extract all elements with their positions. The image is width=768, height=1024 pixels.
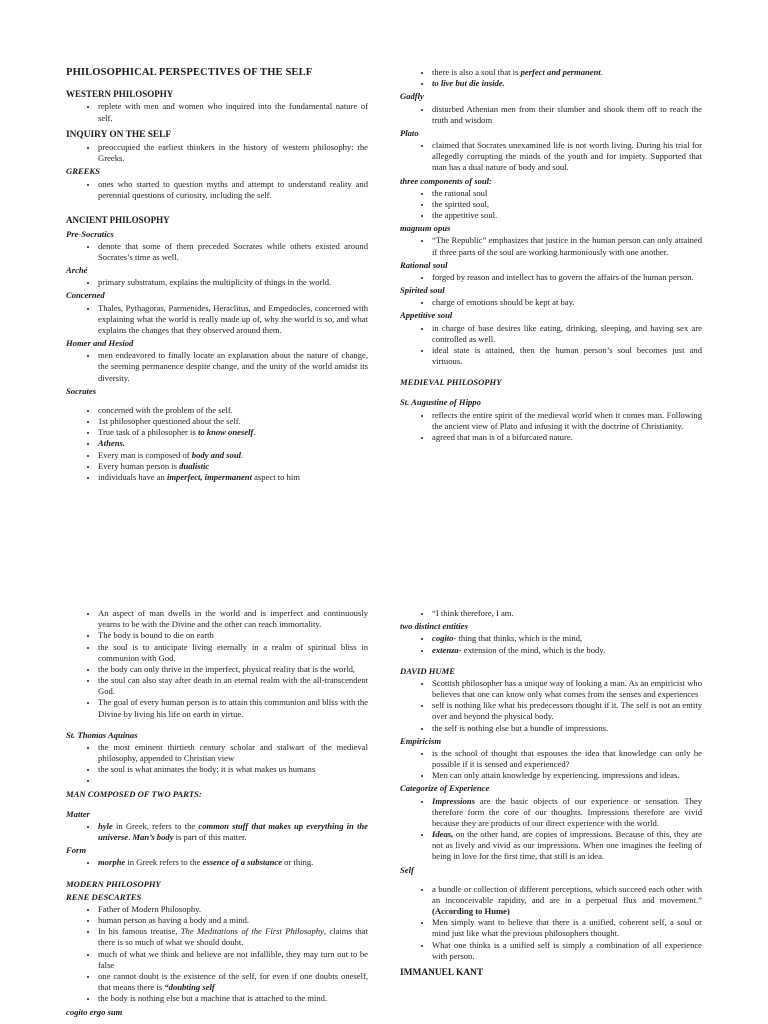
list-text: dualistic (179, 460, 210, 471)
list-text: ones who started to question myths and attempt to understand reality and perennial questions of curiosity, including the self. (98, 178, 368, 200)
list-item (432, 748, 702, 770)
section-heading-spirited-soul: Spirited soul (400, 285, 445, 296)
list-item (98, 821, 368, 843)
list-text: is the school of thought that espouses the idea that knowledge can only be possible if it is sensed and experienced? (432, 747, 702, 770)
list-text: 1st philosopher questioned about the self. (98, 416, 241, 427)
bullet-list (66, 101, 368, 123)
list-item (432, 345, 702, 367)
bullet-list (400, 608, 702, 619)
bullet-list (66, 857, 368, 868)
list-text: the spirited soul, (432, 198, 490, 209)
page1-left-column (66, 66, 368, 485)
list-item (432, 700, 702, 722)
list-text: What one thinks is a unified self is simply a combination of all experience with person. (432, 939, 702, 961)
section-heading-socrates: Socrates (66, 385, 97, 396)
list-item (98, 926, 368, 948)
bullet-list (400, 633, 702, 655)
bullet-list (400, 678, 702, 734)
list-text: the rational soul (432, 187, 488, 198)
bullet-list (66, 241, 368, 263)
section-heading-greeks: GREEKS (66, 166, 100, 177)
list-text: (According to Hume) (432, 906, 510, 917)
section-heading-empiricism: Empiricism (400, 735, 442, 746)
section-heading-self: Self (400, 864, 414, 875)
list-item (98, 472, 368, 483)
spacer (66, 871, 368, 877)
list-text: to live but die inside. (432, 78, 505, 89)
list-item (432, 67, 702, 78)
list-text: in Greek refers to the (125, 857, 203, 868)
bullet-list (66, 405, 368, 483)
list-text: . (128, 832, 133, 843)
section-heading-magnum-opus: magnum opus (400, 223, 451, 234)
list-text: individuals have an (98, 472, 167, 482)
list-text: Father of Modern Philosophy. (98, 903, 202, 914)
list-item (432, 645, 702, 656)
list-item (98, 608, 368, 630)
spacer (400, 658, 702, 664)
section-heading-plato: Plato (400, 127, 419, 138)
bullet-list (400, 748, 702, 782)
section-heading-inquiry-on-the-self: INQUIRY ON THE SELF (66, 129, 172, 140)
bullet-list (400, 104, 702, 126)
list-text: there is also a soul that is (432, 67, 521, 77)
spacer (400, 369, 702, 375)
list-text: Men simply want to believe that there is a unified, coherent self, a soul or mind just like what the previous philosophers thought. (432, 917, 702, 939)
list-item (98, 697, 368, 719)
list-text: The Meditations of the First Philosophy (180, 926, 324, 937)
list-item (432, 723, 702, 734)
list-item (98, 416, 368, 427)
bullet-list (66, 303, 368, 337)
bullet-list (400, 410, 702, 444)
spacer (400, 389, 702, 395)
section-heading-st-thomas-aquinas: St. Thomas Aquinas (66, 729, 138, 740)
list-item (98, 277, 368, 288)
list-text: in charge of base desires like eating, drinking, sleeping, and having sex are controlled as well. (432, 322, 702, 344)
page2-right-column (400, 607, 702, 979)
list-text: Man’s body (132, 832, 174, 843)
list-item (98, 142, 368, 164)
section-heading-medieval-philosophy: MEDIEVAL PHILOSOPHY (400, 377, 502, 388)
list-item (98, 350, 368, 384)
list-text: “doubting self (164, 982, 215, 993)
spacer (400, 877, 702, 883)
list-text: body and soul (191, 449, 241, 460)
list-item (98, 764, 368, 775)
section-heading-david-hume: DAVID HUME (400, 665, 455, 676)
section-heading-matter: Matter (66, 808, 90, 819)
list-text: human person as having a body and a mind. (98, 915, 250, 926)
bullet-list (400, 297, 702, 308)
bullet-list (400, 140, 702, 174)
list-text: concerned with the problem of the self. (98, 404, 233, 415)
list-item (98, 461, 368, 472)
list-item (432, 608, 702, 619)
spacer (66, 203, 368, 209)
list-item (432, 104, 702, 126)
list-text: . (253, 427, 256, 438)
list-text: Men can only attain knowledge by experiencing. impressions and ideas. (432, 770, 680, 781)
list-text: . (240, 449, 244, 460)
list-text: men endeavored to finally locate an explanation about the nature of change, the seeming permanence despite change, and the unity of the world amidst its diversity. (98, 350, 368, 383)
list-text: much of what we think and believe are not infallible, they may turn out to be false (98, 948, 368, 970)
bullet-list (400, 323, 702, 368)
list-item (98, 857, 368, 868)
list-item (98, 949, 368, 971)
list-item (432, 140, 702, 174)
bullet-list (66, 821, 368, 843)
list-item (98, 642, 368, 664)
list-item (98, 241, 368, 263)
bullet-list (400, 235, 702, 257)
list-text: the most eminent thirtieth century scholar and stalwart of the medieval philosophy, appended to Christian view (98, 741, 368, 764)
list-item (432, 199, 702, 210)
section-heading-three-components-of-soul: three components of soul: (400, 175, 492, 186)
list-item (98, 675, 368, 697)
list-item (98, 179, 368, 201)
list-text: extenza- (432, 644, 462, 655)
list-text: , claims that there is so much of what we should doubt. (98, 926, 369, 948)
list-text: claimed that Socrates unexamined life is not worth living. During his trial for allegedly corrupting the minds of the youth and for impiety. Supported that man has a dual nature of body and soul. (432, 140, 702, 173)
list-text: disturbed Athenian men from their slumber and shook them off to reach the truth and wisdom (432, 103, 702, 125)
spacer (66, 398, 368, 404)
list-item (98, 630, 368, 641)
list-text: Every man is composed of (98, 449, 192, 460)
list-item (98, 303, 368, 337)
list-item (98, 405, 368, 416)
list-text: agreed that man is of a bifurcated nature. (432, 431, 573, 442)
bullet-list (66, 904, 368, 1005)
list-text: reflects the entire spirit of the medieval world when it comes man. Following the ancient view of Plato and infusing it with the doctrine of Christianity. (432, 409, 702, 431)
section-heading-western-philosophy: WESTERN PHILOSOPHY (66, 88, 174, 99)
list-text: the appetitive soul. (432, 210, 498, 221)
list-text: thing that thinks, which is the mind, (456, 633, 583, 644)
section-heading-categorize-of-experience: Categorize of Experience (400, 783, 490, 794)
bullet-list (400, 272, 702, 283)
list-text: common stuff that makes up everything in the universe (98, 820, 368, 843)
bullet-list (66, 742, 368, 787)
list-item (432, 323, 702, 345)
bullet-list (400, 188, 702, 222)
list-text: Scottish philosopher has a unique way of looking a man. As an empiricist who believes that one can know only what comes from the senses and experiences (432, 677, 702, 700)
list-item (98, 450, 368, 461)
list-text: perfect and permanent (520, 67, 601, 77)
list-text: primary substratum, explains the multiplicity of things in the world. (98, 277, 332, 288)
list-text: cogito- (432, 633, 457, 644)
page-title: PHILOSOPHICAL PERSPECTIVES OF THE SELF (66, 67, 313, 78)
list-text: . (600, 67, 603, 77)
list-item (98, 742, 368, 764)
section-heading-st-augustine-of-hippo: St. Augustine of Hippo (400, 397, 481, 408)
section-heading-immanuel-kant: IMMANUEL KANT (400, 967, 484, 978)
section-heading-appetitive-soul: Appetitive soul (400, 310, 453, 321)
section-heading-man-composed-of-two-parts: MAN COMPOSED OF TWO PARTS: (66, 788, 202, 799)
list-text: “I think therefore, I am. (432, 608, 514, 618)
list-item (432, 210, 702, 221)
bullet-list (400, 67, 702, 89)
list-text: in Greek, refers to the (112, 820, 199, 831)
list-item (432, 884, 702, 918)
list-item (98, 993, 368, 1004)
list-text: or thing. (282, 857, 314, 868)
list-item (432, 940, 702, 962)
bullet-list (400, 884, 702, 962)
list-text: the soul can also stay after death in an eternal realm with the all-transcendent God. (98, 675, 368, 697)
list-text: is part of this matter. (173, 832, 247, 843)
list-text: to know oneself (197, 427, 254, 438)
list-text: essence of a substance (202, 857, 283, 868)
list-item (432, 796, 702, 830)
section-heading-gadfly: Gadfly (400, 91, 424, 102)
list-text: the body can only thrive in the imperfect, physical reality that is the world, (98, 663, 356, 674)
list-text: a bundle or collection of different perceptions, which succeed each other with an inconceivable rapidity, and are in a perpetual flux and movement.” (432, 883, 702, 905)
list-text: charge of emotions should be kept at bay. (432, 297, 575, 308)
list-item (432, 678, 702, 700)
list-text: morphe (98, 857, 126, 868)
list-item (432, 188, 702, 199)
list-text: An aspect of man dwells in the world and is imperfect and continuously yearns to be with the Divine and the other can reach immortality. (98, 608, 368, 630)
list-item (98, 101, 368, 123)
bullet-list (66, 350, 368, 384)
list-text: are the basic objects of our experience or sensation. They therefore form the core of our thoughts. Impressions therefore are vivid because they are products of our direct experience with the world. (432, 795, 702, 828)
list-item (98, 915, 368, 926)
list-text: In his famous treatise, (98, 926, 181, 937)
list-text: ideal state is attained, then the human person’s soul becomes just and virtuous. (432, 344, 702, 367)
list-item (98, 971, 368, 993)
section-heading-rational-soul: Rational soul (400, 259, 448, 270)
list-text: imperfect, impermanent (166, 472, 252, 482)
bullet-list (400, 796, 702, 863)
list-text: Ideas, (432, 829, 454, 840)
section-heading-two-distinct-entities: two distinct entities (400, 621, 468, 632)
list-text: Impressions (432, 795, 475, 806)
list-text: Thales, Pythagoras, Parmenides, Heraclitus, and Empedocles, concerned with explaining what the world is really made up of, why the world is so, and what explains the changes that they observed around them. (98, 302, 368, 335)
list-text: the self is nothing else but a bundle of impressions. (432, 722, 609, 733)
list-item (432, 633, 702, 644)
list-item (432, 770, 702, 781)
page2-left-column (66, 607, 368, 1019)
list-text: the body is nothing else but a machine that is attached to the mind. (98, 993, 328, 1004)
list-text: aspect to him (251, 472, 300, 482)
list-text: self is nothing like what his predecessors thought if it. The self is not an entity over and beyond the physical body. (432, 700, 702, 722)
section-heading-cogito-ergo-sum: cogito ergo sum (66, 1006, 123, 1017)
list-item (98, 438, 368, 449)
spacer (66, 801, 368, 807)
list-text: one cannot doubt is the existence of the self, for even if one doubts oneself, that means there is (98, 970, 368, 993)
list-item (98, 664, 368, 675)
list-item (432, 235, 702, 257)
list-item (432, 78, 702, 89)
list-item (432, 410, 702, 432)
section-heading-arch: Arché (66, 265, 88, 276)
bullet-list (66, 179, 368, 201)
list-item (432, 272, 702, 283)
spacer (66, 722, 368, 728)
list-item (98, 904, 368, 915)
list-text: hyle (98, 820, 113, 831)
list-item (432, 432, 702, 443)
list-item (98, 775, 368, 786)
section-heading-form: Form (66, 845, 87, 856)
list-item (432, 829, 702, 863)
list-text: denote that some of them preceded Socrates while others existed around Socrates’s time as well. (98, 240, 368, 262)
list-text: The goal of every human person is to attain this communion and bliss with the Divine by living his life on earth in virtue. (98, 697, 368, 719)
section-heading-pre-socratics: Pre-Socratics (66, 228, 114, 239)
list-text: True task of a philosopher is (98, 427, 198, 438)
list-text: on the other hand, are copies of impressions. Because of this, they are not as lively and vivid as our impressions. When one imagines the feeling of being in love for the first time, that still is an idea. (432, 829, 702, 862)
list-text: extension of the mind, which is the body. (461, 644, 606, 655)
list-item (432, 297, 702, 308)
section-heading-rene-descartes: RENE DESCARTES (66, 891, 142, 902)
list-text: “The Republic” emphasizes that justice in the human person can only attained if three parts of the soul are working harmoniously with one another. (432, 235, 702, 257)
list-text: preoccupied the earliest thinkers in the history of western philosophy: the Greeks. (98, 142, 368, 164)
section-heading-homer-and-hesiod: Homer and Hesiod (66, 338, 134, 349)
page1-right-column (400, 66, 702, 445)
section-heading-concerned: Concerned (66, 290, 105, 301)
bullet-list (66, 277, 368, 288)
bullet-list (66, 608, 368, 720)
bullet-list (66, 142, 368, 164)
section-heading-ancient-philosophy: ANCIENT PHILOSOPHY (66, 214, 170, 225)
list-text: Every human person is (98, 460, 180, 471)
list-text: the soul is what animates the body; it is what makes us humans (98, 764, 316, 775)
section-heading-modern-philosophy: MODERN PHILOSOPHY (66, 878, 161, 889)
list-text: the soul is to anticipate living eternally in a realm of spiritual bliss in communion with God. (98, 641, 368, 663)
list-text: forged by reason and intellect has to govern the affairs of the human person. (432, 271, 694, 282)
list-text: The body is bound to die on earth (98, 630, 214, 641)
list-text: Athens. (98, 438, 125, 449)
list-item (432, 917, 702, 939)
list-item (98, 427, 368, 438)
list-text: replete with men and women who inquired into the fundamental nature of self. (98, 101, 368, 123)
